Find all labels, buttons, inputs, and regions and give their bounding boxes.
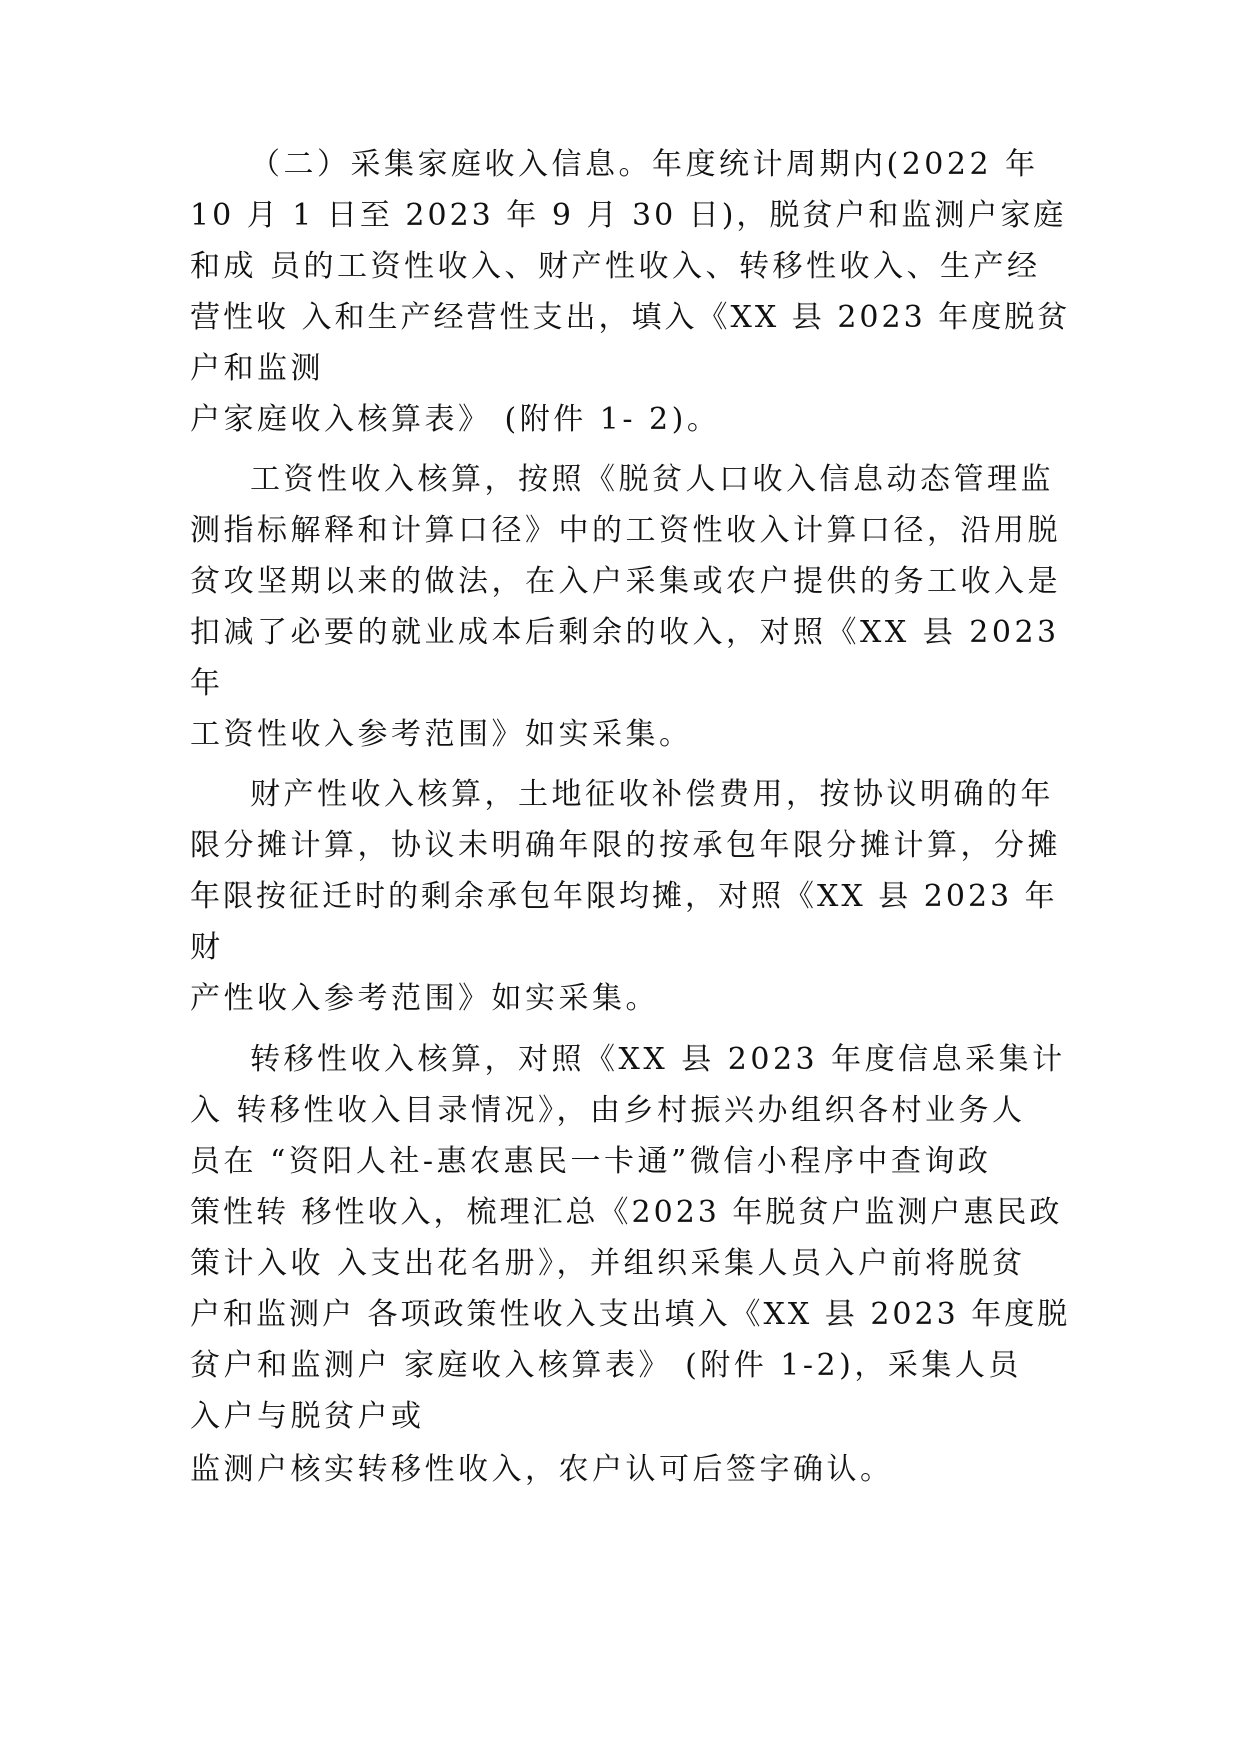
text-line: 财产性收入核算，土地征收补偿费用，按协议明确的年	[250, 777, 1054, 812]
text-line: 工资性收入参考范围》如实采集。	[190, 717, 693, 752]
text-line: 10 月 1 日至 2023 年 9 月 30 日)，脱贫户和监测户家庭	[190, 198, 1067, 233]
text-line: 入 转移性收入目录情况》，由乡村振兴办组织各村业务人	[190, 1093, 1026, 1128]
text-line: 工资性收入核算，按照《脱贫人口收入信息动态管理监	[250, 462, 1054, 497]
text-line: 员在 “资阳人社-惠农惠民一卡通”微信小程序中查询政	[190, 1144, 992, 1179]
text-line: 营性收 入和生产经营性支出，填入《XX 县 2023 年度脱贫	[190, 300, 1071, 335]
text-line: 扣减了必要的就业成本后剩余的收入，对照《XX 县 2023	[190, 615, 1060, 650]
text-line: 年限按征迁时的剩余承包年限均摊，对照《XX 县 2023 年	[190, 879, 1058, 914]
text-line: 转移性收入核算，对照《XX 县 2023 年度信息采集计	[250, 1042, 1066, 1077]
text-line: 户家庭收入核算表》 (附件 1- 2)。	[190, 402, 721, 437]
text-line: （二）采集家庭收入信息。年度统计周期内(2022 年	[250, 147, 1039, 182]
text-line: 策性转 移性收入，梳理汇总《2023 年脱贫户监测户惠民政	[190, 1195, 1063, 1230]
text-line: 入户与脱贫户或	[190, 1399, 425, 1434]
text-line: 和成 员的工资性收入、财产性收入、转移性收入、生产经	[190, 249, 1041, 284]
text-line: 产性收入参考范围》如实采集。	[190, 981, 659, 1016]
text-line: 年	[190, 666, 224, 701]
text-line: 户和监测	[190, 351, 324, 386]
text-line: 贫攻坚期以来的做法，在入户采集或农户提供的务工收入是	[190, 564, 1061, 599]
text-line: 财	[190, 930, 224, 965]
text-line: 限分摊计算，协议未明确年限的按承包年限分摊计算，分摊	[190, 828, 1061, 863]
text-line: 监测户核实转移性收入，农户认可后签字确认。	[190, 1452, 894, 1487]
text-line: 户和监测户 各项政策性收入支出填入《XX 县 2023 年度脱	[190, 1297, 1071, 1332]
text-line: 策计入收 入支出花名册》，并组织采集人员入户前将脱贫	[190, 1246, 1026, 1281]
text-line: 测指标解释和计算口径》中的工资性收入计算口径，沿用脱	[190, 513, 1061, 548]
text-line: 贫户和监测户 家庭收入核算表》 (附件 1-2)，采集人员	[190, 1348, 1022, 1383]
